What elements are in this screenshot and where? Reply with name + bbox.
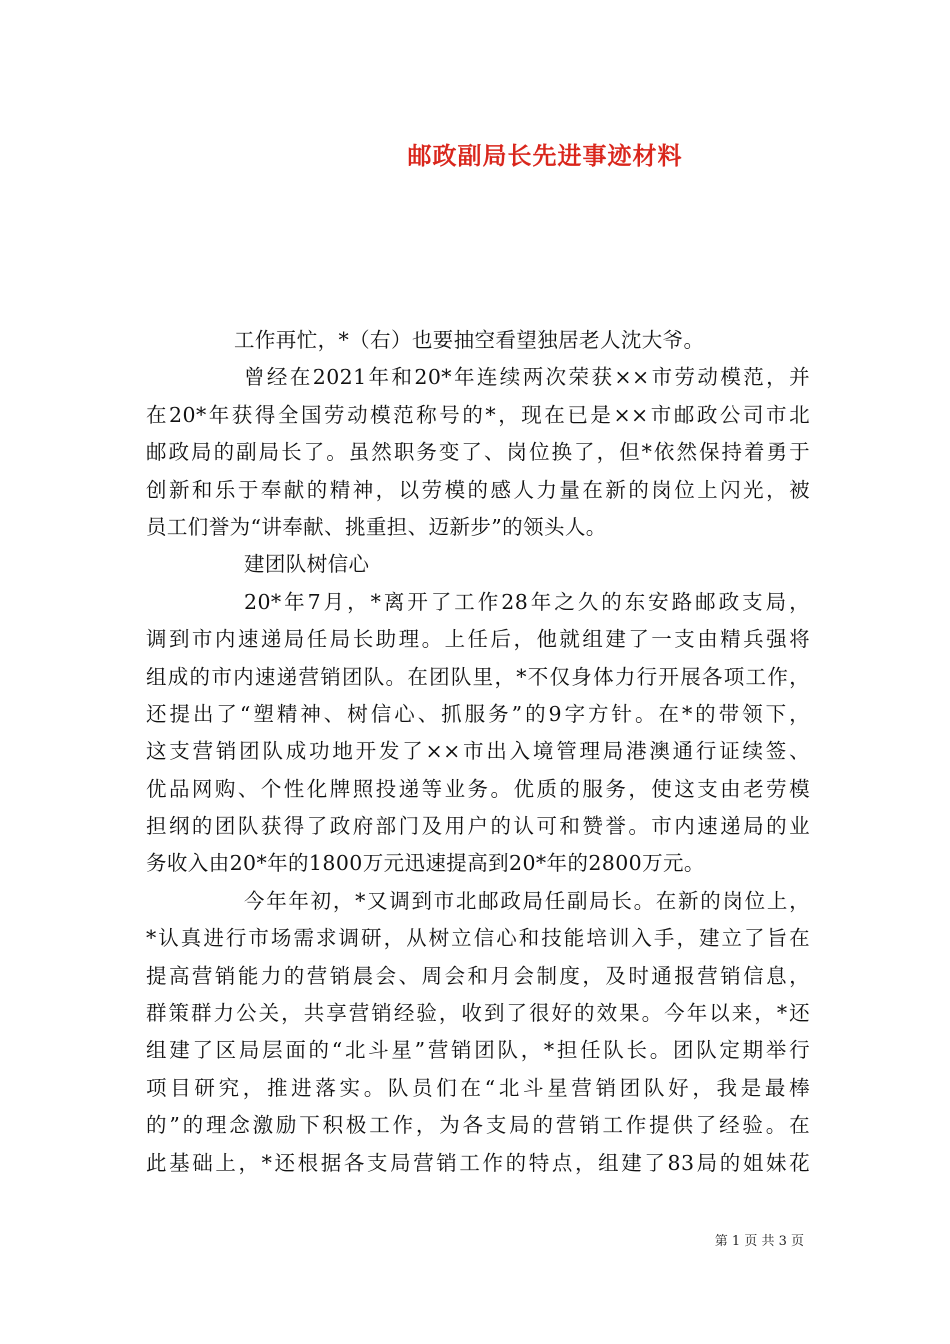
text-line: *认真进行市场需求调研，从树立信心和技能培训入手，建立了旨在 [146,926,810,951]
text-line: 优品网购、个性化牌照投递等业务。优质的服务，使这支由老劳模 [146,776,810,801]
text-line: 项目研究，推进落实。队员们在“北斗星营销团队好，我是最棒 [146,1075,810,1100]
text-line: 担纲的团队获得了政府部门及用户的认可和赞誉。市内速递局的业 [146,814,810,839]
text-line: 建团队树信心 [244,552,370,577]
text-line: 此基础上，*还根据各支局营销工作的特点，组建了83局的姐妹花 [146,1150,810,1175]
text-line: 创新和乐于奉献的精神，以劳模的感人力量在新的岗位上闪光，被 [146,477,810,502]
document-body [146,322,810,1182]
text-line: 调到市内速递局任局长助理。上任后，他就组建了一支由精兵强将 [146,627,810,652]
text-line: 务收入由20*年的1800万元迅速提高到20*年的2800万元。 [146,851,705,876]
text-line: 在20*年获得全国劳动模范称号的*，现在已是××市邮政公司市北 [146,402,810,427]
text-line: 20*年7月，*离开了工作28年之久的东安路邮政支局， [244,589,810,614]
text-line: 还提出了“塑精神、树信心、抓服务”的9字方针。在*的带领下， [146,701,810,726]
text-line: 的”的理念激励下积极工作，为各支局的营销工作提供了经验。在 [146,1113,810,1138]
text-line: 群策群力公关，共享营销经验，收到了很好的效果。今年以来，*还 [146,1001,810,1026]
text-line: 组建了区局层面的“北斗星”营销团队，*担任队长。团队定期举行 [146,1038,810,1063]
text-line: 员工们誉为“讲奉献、挑重担、迈新步”的领头人。 [146,514,607,539]
text-line: 邮政局的副局长了。虽然职务变了、岗位换了，但*依然保持着勇于 [146,440,810,465]
page-footer: 第 1 页 共 3 页 [714,1234,804,1249]
document-title: 邮政副局长先进事迹材料 [407,141,683,170]
text-line: 组成的市内速递营销团队。在团队里，*不仅身体力行开展各项工作， [146,664,810,689]
text-line: 今年年初，*又调到市北邮政局任副局长。在新的岗位上， [244,888,810,913]
text-line: 工作再忙，*（右）也要抽空看望独居老人沈大爷。 [234,328,705,352]
text-line: 这支营销团队成功地开发了××市出入境管理局港澳通行证续签、 [146,739,810,764]
text-line: 提高营销能力的营销晨会、周会和月会制度，及时通报营销信息， [146,963,810,988]
text-line: 曾经在2021年和20*年连续两次荣获××市劳动模范，并 [244,365,810,390]
